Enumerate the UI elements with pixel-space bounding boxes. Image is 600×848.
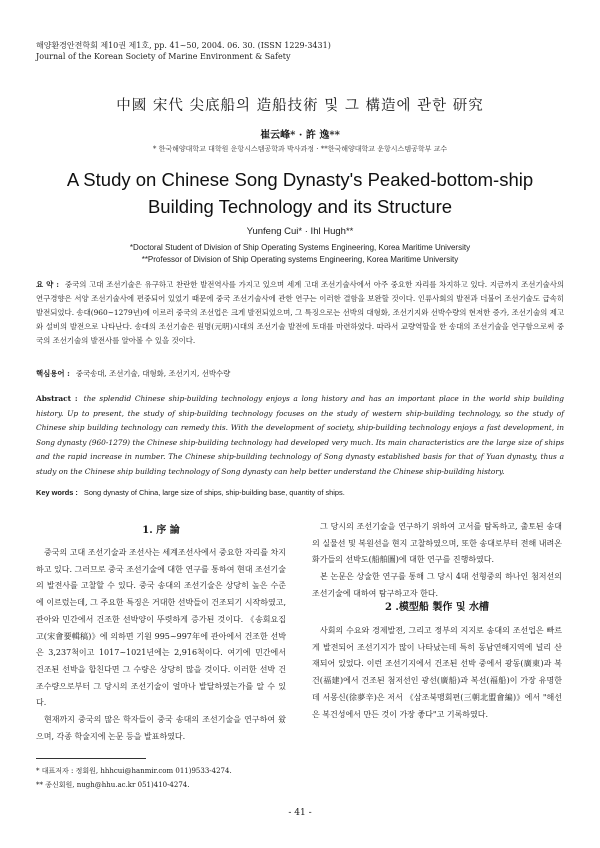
- section-1-heading: 1. 序 論: [142, 525, 180, 536]
- korean-abstract: [36, 278, 564, 348]
- korean-authors: 崔云峰* · 許 逸**: [260, 130, 340, 141]
- section-2-paragraph-1: 사회의 수요와 경제발전, 그리고 정부의 지지로 송대의 조선업은 빠르게 발전되어 조선기지가 많이 나타났는데 특히 동남연해지역에 널리 산재되어 있었다. 이런 조선기지에서 건조된 선박 중에서 광동(廣東)과 복건(福建)에서 건조된 첨저선인 광선(廣船)과 복선(福船)이 가장 유명한데 서몽신(徐夢辛)은 저서 《삼조북맹회편(三朝北盟會編)》에서 "해선은 복건성에서 만든 것이 가장 좋다"고 기록하였다.: [312, 626, 562, 719]
- english-affiliation-2: **Professor of Division of Ship Operating systems Engineering, Korea Maritime University: [141, 255, 459, 264]
- korean-abstract-text: 중국의 고대 조선기술은 유구하고 찬란한 발전역사를 가지고 있으며 세계 고대 조선기술사에서 아주 중요한 자리를 차지하고 있다. 지금까지 조선기술사의 연구경향은 서양 조선기술사에 편중되어 있었기 때문에 중국 조선기술사에 관한 연구는 이러한 결함을 보완할 것이다. 인류사회의 발전과 더불어 조선기술도 급속히 발전되었다. 송대(960~1279년)에 이르러 중국의 조선업은 크게 발전되었으며, 그 특징으로는 선박의 대형화, 조선기지와 선박수량의 현저한 증가, 조선기술의 제고와 설비의 발전으로 나타난다. 송대의 조선기술은 원명(元明)시대의 조선기술 발전에 토대를 마련하였다. 따라서 교량역할을 한 송대의 조선기술을 연구함으로써 중국의 조선기술의 발전사를 알아볼 수 있을 것이다.: [36, 280, 565, 345]
- section-1-paragraph-2: 현재까지 중국의 많은 학자들이 중국 송대의 조선기술을 연구하여 왔으며, 각종 학술지에 논문 등을 발표하였다.: [36, 715, 286, 741]
- footnote-1: * 대표저자 : 정회원, hhhcui@hanmir.com 011)9533-4274.: [36, 767, 232, 775]
- english-title-line1: A Study on Chinese Song Dynasty's Peaked-bottom-ship: [66, 169, 534, 190]
- section-1-paragraph-1: 중국의 고대 조선기술과 조선사는 세계조선사에서 중요한 자리를 차지하고 있다. 그러므로 중국 조선기술에 대한 연구를 통하여 현대 조선기술의 발전사를 고찰할 수 있다. 중국 송대의 조선기술은 상당히 높은 수준에 이르렀는데, 그 주요한 특징은 거대한 선박들이 건조되기 시작하였고, 관아와 민간에서 건조한 선박양이 뚜렷하게 증가된 것이다. 《송회요집고(宋會要輯稿)》에 의하면 기원 995~997年에 관아에서 건조한 선박은 3,237척이고 1017~1021년에는 2,916척이다. 여기에 민간에서 건조된 선박을 합친다면 그 수량은 상당히 많을 것이다. 이러한 선박 건조수량으로부터 그 당시의 조선기술이 얼마나 발달하였는가를 알 수 있다.: [36, 548, 286, 708]
- section-2-heading: 2 .模型船 製作 및 水槽: [384, 602, 490, 613]
- english-abstract: [36, 392, 564, 479]
- korean-affiliations: * 한국해양대학교 대학원 운항시스템공학과 박사과정 · **한국해양대학교 운항시스템공학부 교수: [152, 145, 448, 153]
- korean-keywords: [36, 367, 564, 381]
- journal-header: [36, 40, 331, 62]
- english-title: [40, 166, 560, 220]
- english-affiliation-1: *Doctoral Student of Division of Ship Operating Systems Engineering, Korea Maritime University: [129, 243, 471, 252]
- footnote-divider: [36, 758, 146, 759]
- english-affiliations: [0, 242, 600, 266]
- english-authors: Yunfeng Cui* · Ihl Hugh**: [246, 226, 354, 237]
- korean-title: 中國 宋代 尖底船의 造船技術 및 그 構造에 관한 研究: [116, 98, 484, 114]
- left-column: [36, 545, 286, 745]
- korean-keywords-text: 중국송대, 조선기술, 대형화, 조선기지, 선박수량: [75, 369, 231, 378]
- journal-name: Journal of the Korean Society of Marine Environment & Safety: [36, 52, 291, 61]
- english-abstract-text: the splendid Chinese ship-building technology enjoys a long history and has an important place in the world ship building history. Up to present, the study of ship-building technology focuses on the study of western ship-building technology, so the study of Chinese ship building technology can remedy this. With the development of society, ship-building technology enjoys a fast development, in Song dynasty (960-1279) the Chinese ship-building technology had developed very much. Its main characteristics are the large size of ships and the rapid increase in number. The Chinese ship-building technology of Song dynasty established basis for that of Yuan dynasty, thus a study on the Chinese ship building technology of Song dynasty can help better understand the Chinese ship-building history.: [36, 394, 565, 476]
- english-keywords-label: Key words :: [36, 488, 78, 497]
- korean-keywords-label: 핵심용어 :: [36, 369, 70, 378]
- english-abstract-label: Abstract :: [36, 394, 78, 403]
- english-keywords: [36, 486, 564, 500]
- korean-abstract-label: 요 약 :: [36, 280, 59, 289]
- english-keywords-text: Song dynasty of China, large size of ships, ship-building base, quantity of ships.: [83, 488, 345, 497]
- journal-citation: 해양환경안전학회 제10권 제1호, pp. 41~50, 2004. 06. 30. (ISSN 1229-3431): [36, 41, 331, 50]
- english-title-line2: Building Technology and its Structure: [147, 196, 453, 217]
- page-number: - 41 -: [288, 808, 312, 818]
- section-1-paragraph-4: 본 논문은 상술한 연구를 통해 그 당시 4대 선형중의 하나인 첨저선의 조선기술에 대하여 탐구하고자 한다.: [312, 572, 562, 598]
- footnote-2: ** 종신회원, nugh@hhu.ac.kr 051)410-4274.: [36, 781, 190, 789]
- right-column-bottom: [312, 623, 562, 723]
- footnotes: [36, 764, 232, 792]
- section-1-paragraph-3: 그 당시의 조선기술을 연구하기 위하여 고서를 탐독하고, 출토된 송대의 실물선 및 복원선을 현지 고찰하였으며, 또한 송대로부터 전해 내려온 화가들의 선박도(船舶圖)에 대한 연구를 진행하였다.: [312, 522, 562, 565]
- right-column-top: [312, 519, 562, 603]
